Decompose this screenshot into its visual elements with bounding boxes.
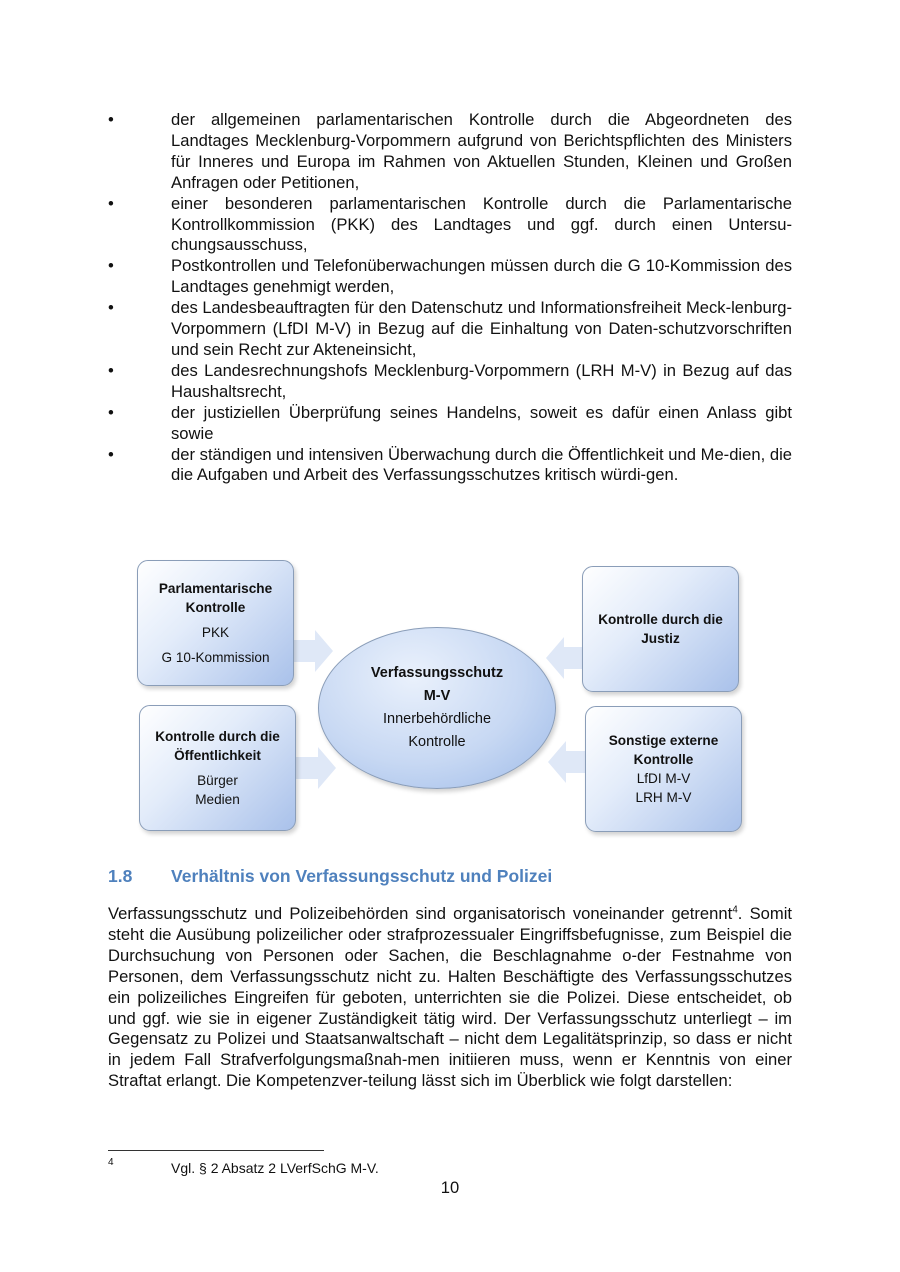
external-control-box xyxy=(585,706,742,832)
footnote-ref: 4 xyxy=(732,904,738,916)
oversight-diagram xyxy=(128,555,748,840)
bullet-icon: • xyxy=(108,193,114,213)
arrow-bottom-left-icon xyxy=(296,747,336,789)
section-heading xyxy=(108,866,552,887)
body-paragraph: Verfassungsschutz und Polizeibehörden sind organisatorisch voneinander getrennt$^4$. Somit steht die Ausübung polizeilicher oder strafprozessualer Eingriffsbefugnisse, zum Beispiel die Durchsuchung von Personen oder Sachen, die Beschlagnahme o-der Festnahme von Personen, dem Verfassungsschutz nicht zu. Halten Beschäftigte des Verfassungsschutzes ein polizeiliches Eingreifen für geboten, unterrichten sie die Polizei. Diese entscheidet, ob und ggf. wie sie in eigener Zuständigkeit tätig wird. Der Verfassungsschutz unterliegt – im Gegensatz zu Polizei und Staatsanwaltschaft – nicht dem Legalitätsprinzip, so dass er nicht in jedem Fall Strafverfolgungsmaßnah-men initiieren muss, wenn er Kenntnis von einer Straftat erlangt. Die Kompetenzver-teilung lässt sich im Überblick wie folgt darstellen: xyxy=(108,904,792,1091)
list-item: • Postkontrollen und Telefonüberwachungen müssen durch die G 10-Kommission des Landtages genehmigt werden, xyxy=(108,256,792,297)
bullet-icon: • xyxy=(108,256,114,276)
list-item: • des Landesbeauftragten für den Datenschutz und Informationsfreiheit Meck-lenburg-Vorpommern (LfDI M-V) in Bezug auf die Einhaltung von Daten-schutzvorschriften und sein Recht zur Akteneinsicht, xyxy=(108,298,792,359)
list-item: • der ständigen und intensiven Überwachung durch die Öffentlichkeit und Me-dien, die die Aufgaben und Arbeit des Verfassungsschutzes kritisch würdi-gen. xyxy=(108,444,792,485)
bullet-icon: • xyxy=(108,360,114,380)
bullet-icon: • xyxy=(108,298,114,318)
box-line: Medien xyxy=(195,792,240,807)
footnote-divider xyxy=(108,1150,324,1151)
box-line: PKK xyxy=(201,625,230,640)
constitution-protection-oval xyxy=(318,627,556,789)
oval-line: Kontrolle xyxy=(408,734,466,750)
bullet-icon: • xyxy=(108,444,114,464)
control-bullet-list xyxy=(108,110,792,486)
arrow-bottom-right-icon xyxy=(548,741,588,783)
list-item: • der justiziellen Überprüfung seines Handelns, soweit es dafür einen Anlass gibt sowie xyxy=(108,402,792,443)
list-item: • des Landesrechnungshofs Mecklenburg-Vorpommern (LRH M-V) in Bezug auf das Haushaltsrecht, xyxy=(108,360,792,401)
parliamentary-control-box xyxy=(137,560,294,686)
section-number: 1.8 xyxy=(108,866,133,886)
page-number: 10 xyxy=(440,1178,460,1197)
box-line: Bürger xyxy=(197,773,238,788)
arrow-top-left-icon xyxy=(293,630,333,672)
judicial-control-box xyxy=(582,566,739,692)
footnote-text: Vgl. § 2 Absatz 2 LVerfSchG M-V. xyxy=(171,1160,379,1176)
list-item: • der allgemeinen parlamentarischen Kontrolle durch die Abgeordneten des Landtages Mecklenburg-Vorpommern aufgrund von Berichtspflichten des Ministers für Inneres und Europa im Rahmen von Aktuellen Stunden, Kleinen und Großen Anfragen oder Petitionen, xyxy=(108,110,792,192)
box-line: LRH M-V xyxy=(635,790,692,805)
box-line: G 10-Kommission xyxy=(161,650,270,665)
box-line: LfDI M-V xyxy=(636,771,691,786)
oval-title: Verfassungsschutz xyxy=(370,665,504,681)
oval-subtitle: M-V xyxy=(423,688,451,704)
list-item: • einer besonderen parlamentarischen Kontrolle durch die Parlamentarische Kontrollkommission (PKK) des Landtages und ggf. durch einen Untersu-chungsausschuss, xyxy=(108,193,792,255)
box-title: Kontrolle durch die Öffentlichkeit xyxy=(155,729,280,763)
oval-line: Innerbehördliche xyxy=(382,711,492,727)
box-title: Parlamentarische Kontrolle xyxy=(158,581,273,615)
footnote-number: 4 xyxy=(108,1157,114,1168)
box-title: Kontrolle durch die Justiz xyxy=(598,612,723,646)
bullet-icon: • xyxy=(108,110,114,129)
bullet-icon: • xyxy=(108,402,114,422)
public-control-box xyxy=(139,705,296,831)
section-title: Verhältnis von Verfassungsschutz und Polizei xyxy=(171,866,553,886)
box-title: Sonstige externe Kontrolle xyxy=(608,733,719,767)
arrow-top-right-icon xyxy=(546,637,586,679)
